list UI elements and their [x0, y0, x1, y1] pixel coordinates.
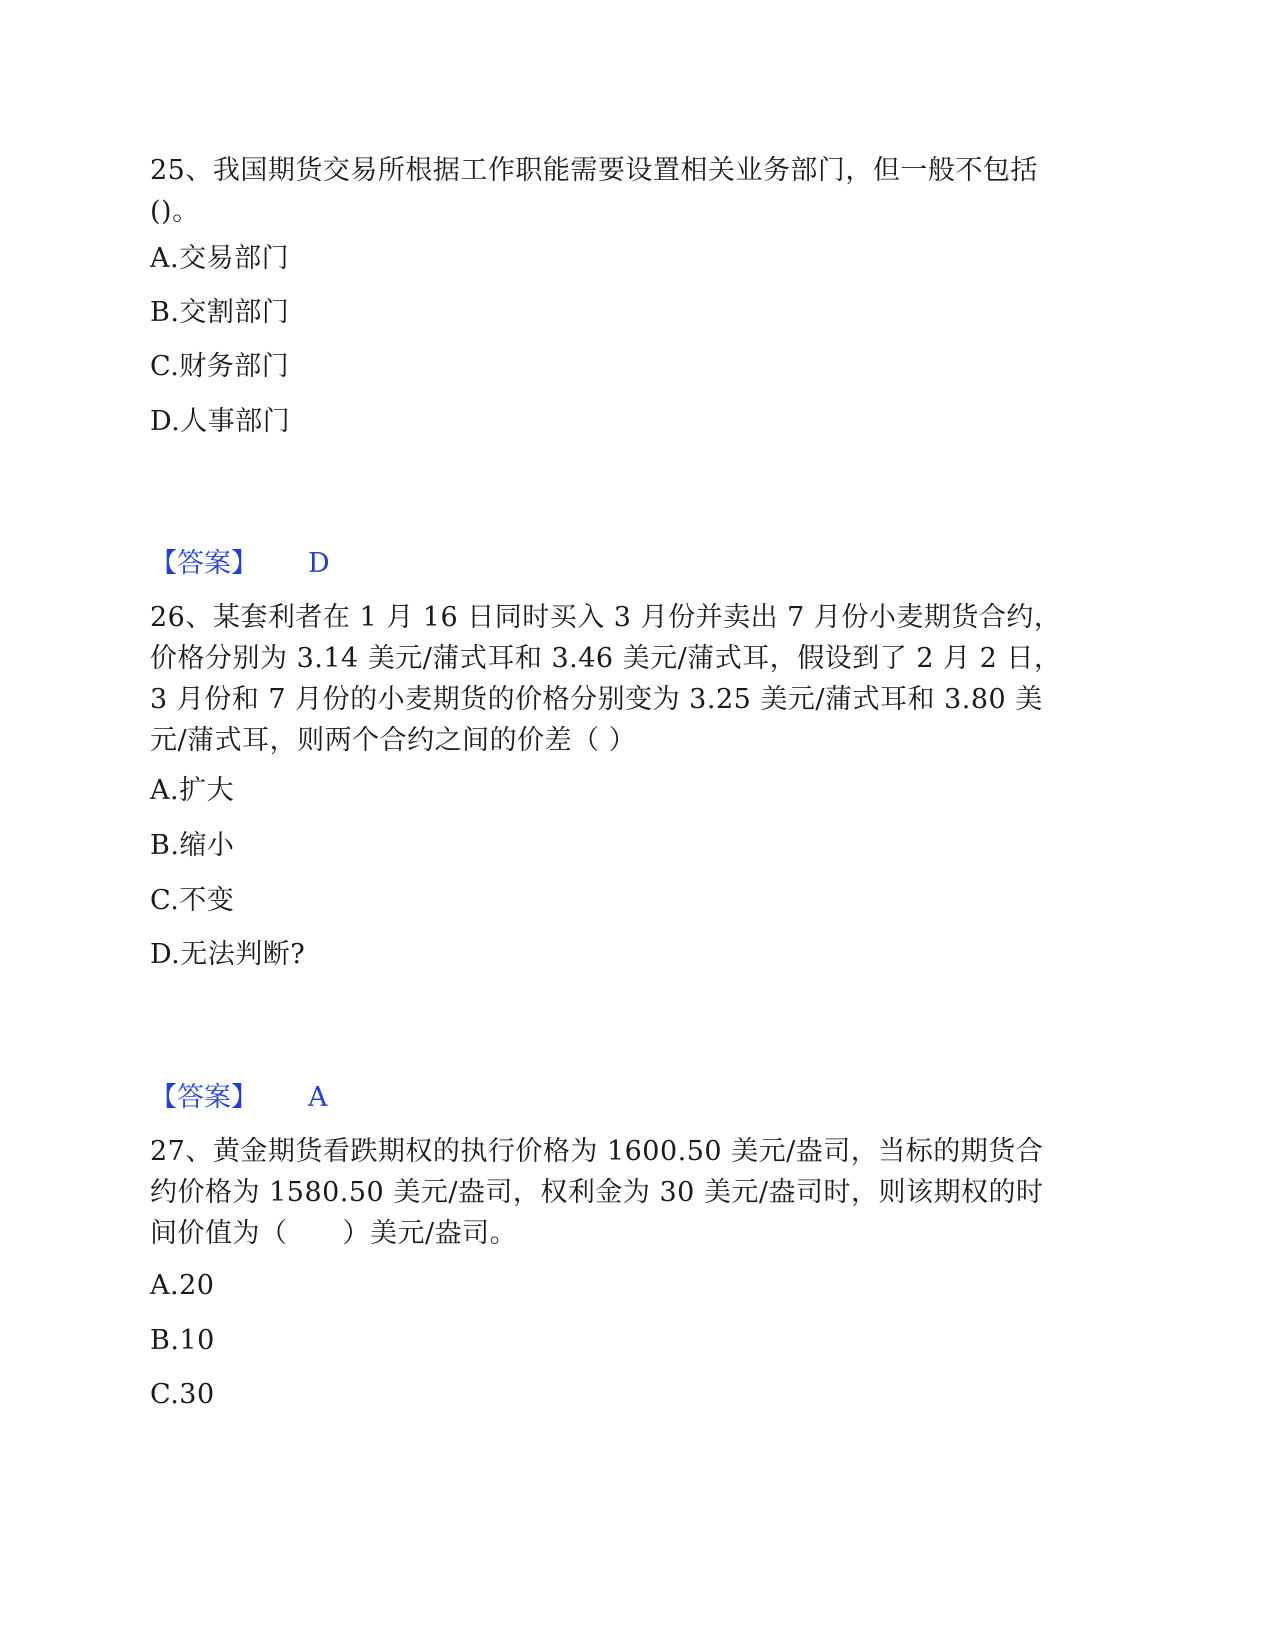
- question-text: 25、我国期货交易所根据工作职能需要设置相关业务部门，但一般不包括()。: [150, 155, 1038, 227]
- answer-label: 【答案】: [150, 1082, 258, 1113]
- answer-value: D: [308, 548, 330, 579]
- option-b: B.缩小: [150, 830, 235, 861]
- answer-line: [150, 543, 330, 584]
- option-a: A.交易部门: [150, 243, 290, 274]
- option-b: B.交割部门: [150, 297, 290, 328]
- option-a: A.20: [150, 1270, 215, 1301]
- answer-label: 【答案】: [150, 548, 258, 579]
- option-b: B.10: [150, 1325, 215, 1356]
- question-text: 26、某套利者在 1 月 16 日同时买入 3 月份并卖出 7 月份小麦期货合约，价格分别为 3.14 美元/蒲式耳和 3.46 美元/蒲式耳，假设到了 2 月 2 日，3 月份和 7 月份的小麦期货的价格分别变为 3.25 美元/蒲式耳和 3.80 美元/蒲式耳，则两个合约之间的价差（ ）: [150, 602, 1062, 756]
- option-c: C.不变: [150, 885, 235, 916]
- option-a: A.扩大: [150, 775, 235, 806]
- option-c: C.财务部门: [150, 351, 290, 382]
- option-d: D.无法判断?: [150, 939, 306, 970]
- answer-value: A: [308, 1082, 328, 1113]
- answer-line: [150, 1077, 328, 1118]
- option-d: D.人事部门: [150, 406, 291, 437]
- question-text: 27、黄金期货看跌期权的执行价格为 1600.50 美元/盎司，当标的期货合约价格为 1580.50 美元/盎司，权利金为 30 美元/盎司时，则该期权的时间价值为（ ）美元/盎司。: [150, 1136, 1044, 1249]
- option-c: C.30: [150, 1379, 215, 1410]
